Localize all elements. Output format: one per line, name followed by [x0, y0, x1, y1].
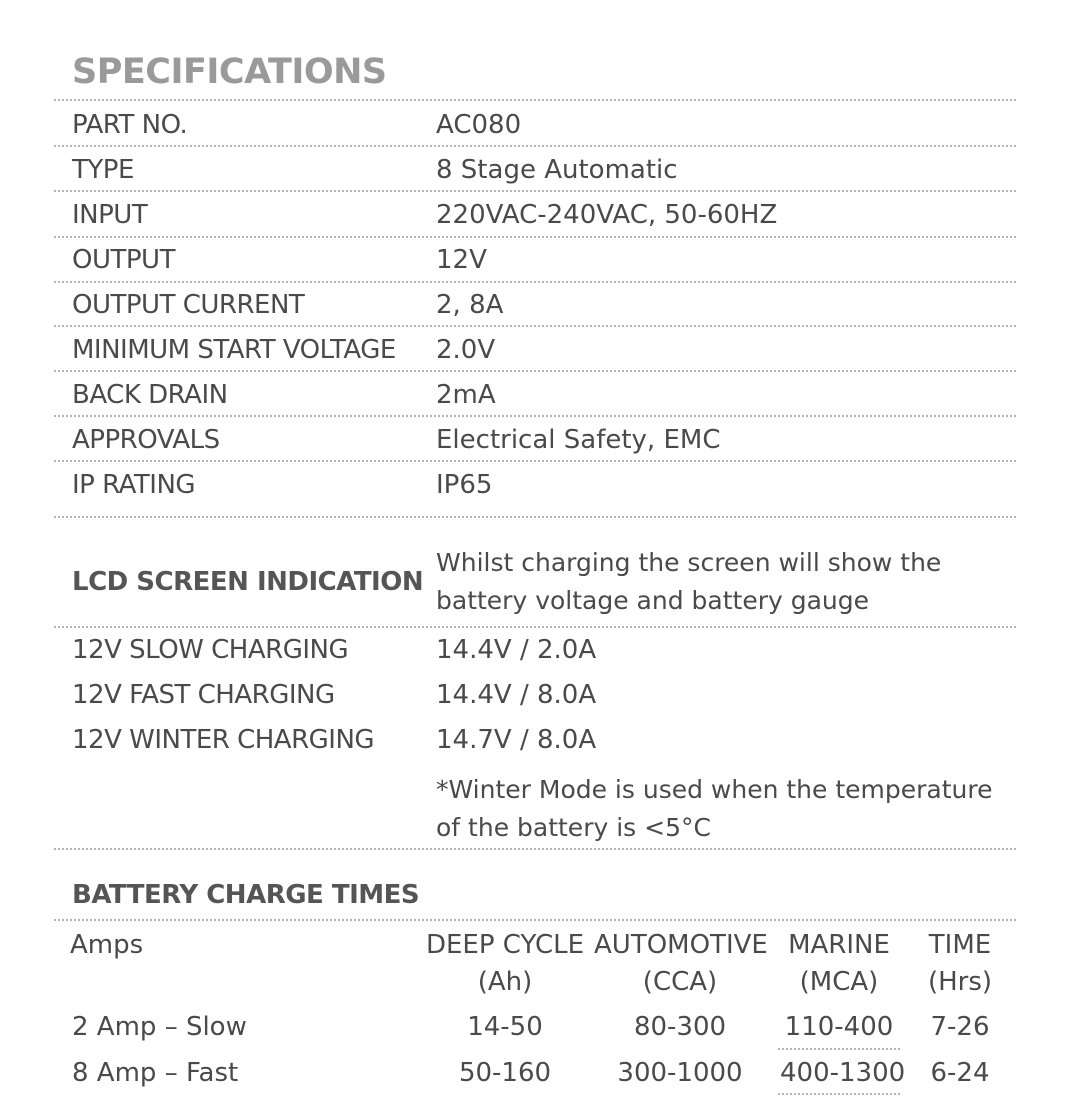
- spec-label: APPROVALS: [72, 425, 220, 455]
- charge-cell-time: 6-24: [930, 1058, 990, 1088]
- lcd-mode-label: 12V WINTER CHARGING: [72, 725, 375, 755]
- lcd-description-line: battery voltage and battery gauge: [436, 586, 870, 615]
- spec-value: 8 Stage Automatic: [436, 155, 678, 185]
- charge-cell-marine: 400-1300: [780, 1058, 906, 1088]
- spec-value: 220VAC-240VAC, 50-60HZ: [436, 200, 778, 230]
- column-name: DEEP CYCLE: [425, 930, 585, 960]
- charge-row-label: 2 Amp – Slow: [72, 1012, 247, 1042]
- lcd-mode-label: 12V FAST CHARGING: [72, 680, 335, 710]
- charge-times-heading: BATTERY CHARGE TIMES: [72, 880, 420, 910]
- column-header-deep-cycle: [425, 929, 585, 998]
- divider: [54, 281, 1016, 283]
- spec-value: 2.0V: [436, 335, 496, 365]
- divider: [54, 848, 1016, 850]
- divider: [54, 516, 1016, 518]
- spec-value: Electrical Safety, EMC: [436, 425, 721, 455]
- amps-header: Amps: [70, 930, 144, 960]
- lcd-mode-value: 14.4V / 8.0A: [436, 680, 597, 710]
- spec-label: INPUT: [72, 200, 148, 230]
- lcd-description: [436, 544, 941, 620]
- spec-value: AC080: [436, 110, 522, 140]
- lcd-mode-label: 12V SLOW CHARGING: [72, 635, 349, 665]
- divider: [54, 626, 1016, 628]
- spec-label: OUTPUT CURRENT: [72, 290, 305, 320]
- divider: [54, 370, 1016, 372]
- charge-cell-time: 7-26: [930, 1012, 990, 1042]
- divider: [54, 236, 1016, 238]
- spec-value: 2, 8A: [436, 290, 504, 320]
- column-header-marine: [780, 929, 898, 998]
- lcd-mode-value: 14.4V / 2.0A: [436, 635, 597, 665]
- charge-cell-automotive: 300-1000: [617, 1058, 743, 1088]
- spec-value: 12V: [436, 245, 487, 275]
- winter-mode-note-line: *Winter Mode is used when the temperature: [436, 775, 993, 804]
- winter-mode-note: [436, 771, 993, 847]
- charge-cell-deep-cycle: 14-50: [467, 1012, 543, 1042]
- divider: [778, 1048, 900, 1050]
- divider: [54, 460, 1016, 462]
- winter-mode-note-line: of the battery is <5°C: [436, 813, 711, 842]
- charge-cell-marine: 110-400: [784, 1012, 894, 1042]
- spec-label: BACK DRAIN: [72, 380, 228, 410]
- lcd-mode-value: 14.7V / 8.0A: [436, 725, 597, 755]
- divider: [54, 415, 1016, 417]
- spec-label: OUTPUT: [72, 245, 175, 275]
- page-title: SPECIFICATIONS: [72, 52, 387, 92]
- lcd-heading: LCD SCREEN INDICATION: [72, 567, 424, 597]
- column-unit: (CCA): [642, 967, 718, 997]
- divider: [54, 190, 1016, 192]
- column-name: AUTOMOTIVE: [594, 930, 768, 960]
- charge-row-label: 8 Amp – Fast: [72, 1058, 239, 1088]
- divider: [778, 1093, 900, 1095]
- column-unit: (Hrs): [927, 967, 993, 997]
- spec-label: IP RATING: [72, 470, 196, 500]
- spec-label: PART NO.: [72, 110, 188, 140]
- spec-value: 2mA: [436, 380, 496, 410]
- divider: [54, 325, 1016, 327]
- divider: [54, 145, 1016, 147]
- divider: [54, 99, 1016, 101]
- charge-cell-automotive: 80-300: [633, 1012, 727, 1042]
- column-unit: (MCA): [799, 967, 879, 997]
- divider: [54, 919, 1016, 921]
- charge-cell-deep-cycle: 50-160: [458, 1058, 552, 1088]
- column-name: MARINE: [788, 930, 890, 960]
- column-header-automotive: [594, 929, 766, 998]
- column-header-time: [920, 929, 1000, 998]
- spec-label: TYPE: [72, 155, 134, 185]
- spec-value: IP65: [436, 470, 493, 500]
- lcd-description-line: Whilst charging the screen will show the: [436, 548, 942, 577]
- column-name: TIME: [928, 930, 992, 960]
- column-unit: (Ah): [477, 967, 533, 997]
- spec-label: MINIMUM START VOLTAGE: [72, 335, 396, 365]
